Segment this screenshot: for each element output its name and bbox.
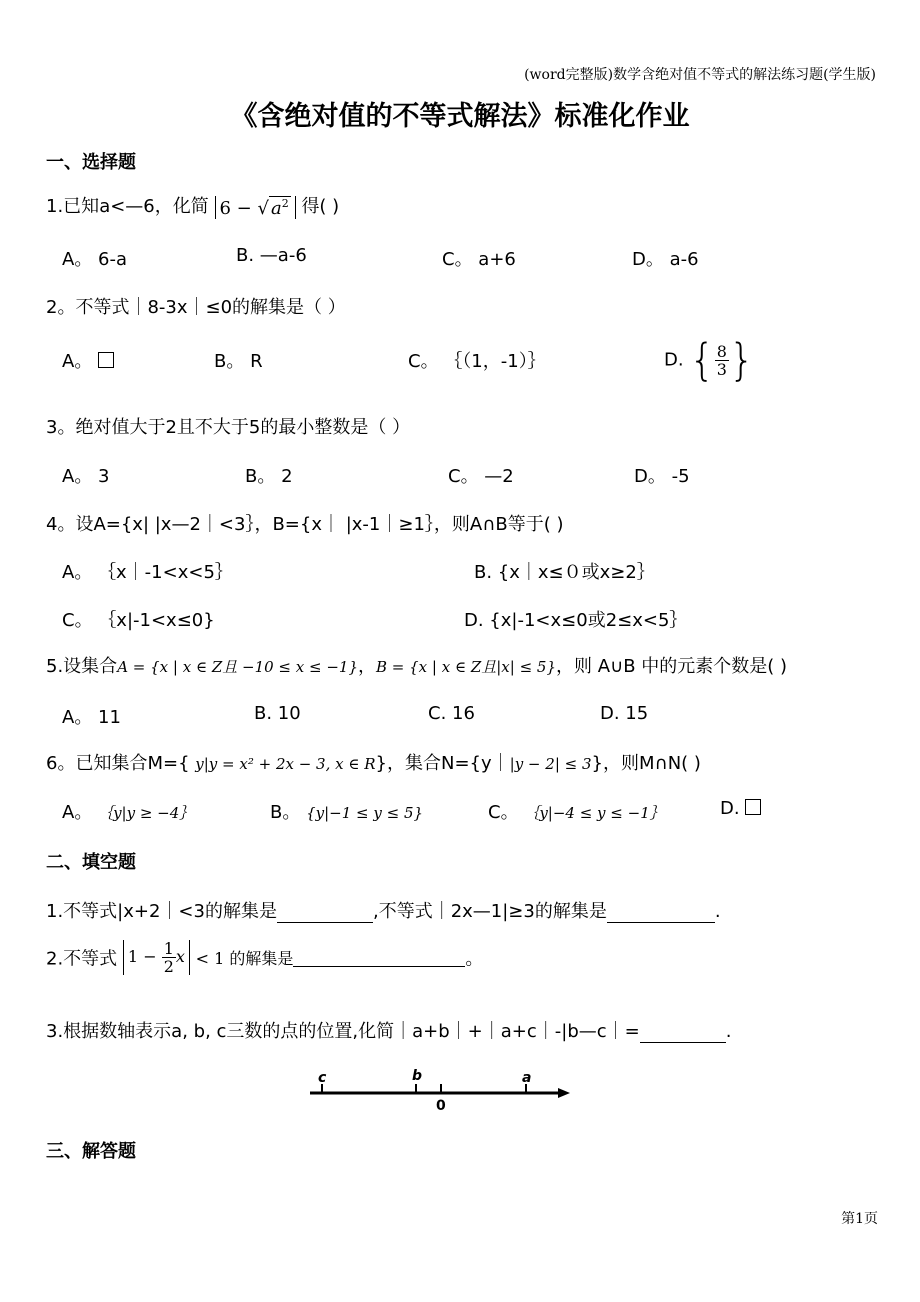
q6-option-a-label: A。 — [62, 802, 93, 823]
q2-option-c: C。 ｛（1，-1）｝ — [408, 351, 546, 372]
q5-option-c: C. 16 — [428, 703, 475, 724]
q5-prefix: 5.设集合 — [46, 656, 118, 677]
empty-set-box-icon — [98, 352, 114, 368]
q1-condition: a<—6，化简 — [99, 196, 209, 217]
f3-text: 3.根据数轴表示a, b, c三数的点的位置,化简｜a+b｜+｜a+c｜-|b—c｜= — [46, 1021, 640, 1042]
q6-option-d — [720, 798, 761, 819]
f2-answer-blank — [293, 948, 465, 967]
section-solutions: 三、解答题 — [46, 1141, 136, 1162]
q1-absolute-expression: 6 − √ $a^2$ — [215, 196, 296, 219]
f2-absolute-expression — [123, 940, 190, 975]
label-b: b — [412, 1068, 423, 1084]
f1-answer-blank-1 — [277, 904, 373, 923]
q1-radicand: a — [270, 197, 282, 219]
label-c: c — [318, 1070, 327, 1086]
q6-option-d-label: D. — [720, 798, 740, 819]
q5-set-a: A = {x | x ∈ Z且 −10 ≤ x ≤ −1} — [117, 658, 358, 676]
f3-end: . — [725, 1021, 732, 1042]
fill-question-1 — [46, 897, 721, 923]
question-4: 4。设A={x| |x—2｜<3｝，B={x｜ |x-1｜≥1｝，则A∩B等于( ) — [46, 514, 564, 535]
q5-suffix: ，则 A∪B 中的元素个数是( ) — [556, 656, 788, 677]
q6-middle: }，集合N={y｜ — [375, 753, 510, 774]
q6-option-b — [270, 798, 423, 824]
q1-option-b: B. —a-6 — [236, 245, 307, 266]
q6-set-m: y|y = x² + 2x − 3, x ∈ R — [195, 755, 376, 773]
question-2: 2。不等式｜8-3x｜≤0的解集是（ ） — [46, 297, 346, 318]
q3-option-a: A。 3 — [62, 466, 110, 487]
q2-fraction — [715, 343, 729, 378]
q5-option-b: B. 10 — [254, 703, 301, 724]
number-line — [300, 1058, 580, 1118]
f1-text: 1.不等式|x+2｜<3的解集是 — [46, 901, 277, 922]
q2-option-a — [62, 347, 114, 373]
q1-option-c: C。 a+6 — [442, 249, 516, 270]
q1-option-a: A。 6-a — [62, 249, 128, 270]
q3-option-b: B。 2 — [245, 466, 293, 487]
label-a: a — [522, 1070, 532, 1086]
q6-prefix: 6。已知集合M={ — [46, 753, 190, 774]
number-line-arrow-icon — [558, 1088, 570, 1098]
q4-option-b: B. {x｜x≤０或x≥2｝ — [474, 562, 655, 583]
fill-question-2 — [46, 940, 483, 975]
q2-option-b: B。 R — [214, 351, 263, 372]
q6-option-b-set: {y|−1 ≤ y ≤ 5} — [306, 804, 424, 822]
q2-option-a-label: A。 — [62, 351, 93, 372]
q5-set-b: B = {x | x ∈ Z且|x| ≤ 5} — [376, 658, 557, 676]
f2-numerator: 1 — [163, 939, 174, 958]
q3-option-d: D。 -5 — [634, 466, 690, 487]
document-header: (word完整版)数学含绝对值不等式的解法练习题(学生版) — [524, 67, 876, 83]
f1-end: . — [714, 901, 721, 922]
q5-option-d: D. 15 — [600, 703, 649, 724]
f2-end: 。 — [465, 948, 484, 970]
page-title: 《含绝对值的不等式解法》标准化作业 — [230, 101, 690, 132]
question-5 — [46, 652, 787, 678]
section-fill-in: 二、填空题 — [46, 852, 136, 873]
q6-set-n: |y − 2| ≤ 3 — [509, 755, 592, 773]
q6-option-c-label: C。 — [488, 802, 519, 823]
q1-six: 6 − — [219, 197, 252, 219]
question-1 — [46, 192, 339, 219]
q1-option-d: D。 a-6 — [632, 249, 699, 270]
f2-inequality-text: < 1 的解集是 — [195, 949, 294, 968]
right-brace-icon: } — [728, 334, 755, 386]
q1-exponent: 2 — [281, 196, 289, 210]
q1-suffix: 得( ) — [301, 196, 340, 217]
empty-set-box-icon — [745, 799, 761, 815]
q2-fraction-denominator: 3 — [716, 359, 727, 379]
page-number: 第1页 — [841, 1211, 878, 1227]
q2-option-d-label: D. — [664, 349, 684, 371]
q6-option-a — [62, 798, 194, 824]
q4-option-d: D. {x|-1<x≤0或2≤x<5｝ — [464, 610, 688, 631]
q4-option-c: C。 ｛x|-1<x≤0} — [62, 610, 215, 631]
q6-suffix: }，则M∩N( ) — [591, 753, 701, 774]
question-6 — [46, 749, 701, 775]
f2-one-minus: 1 − — [127, 947, 157, 966]
label-zero: 0 — [436, 1098, 446, 1114]
f2-fraction — [162, 940, 176, 975]
q2-fraction-numerator: 8 — [716, 341, 727, 361]
q3-option-c: C。 —2 — [448, 466, 514, 487]
q1-prefix: 1.已知 — [46, 196, 100, 217]
q6-option-c-set: ｛y|−4 ≤ y ≤ −1｝ — [524, 804, 665, 822]
section-multiple-choice: 一、选择题 — [46, 152, 136, 173]
f3-answer-blank — [640, 1024, 726, 1043]
q4-option-a: A。 ｛x｜-1<x<5｝ — [62, 562, 233, 583]
q6-option-c — [488, 798, 665, 824]
f1-answer-blank-2 — [607, 904, 715, 923]
f2-denominator: 2 — [163, 957, 174, 976]
fill-question-3 — [46, 1017, 731, 1043]
question-3: 3。绝对值大于2且不大于5的最小整数是（ ） — [46, 417, 411, 438]
q6-option-a-set: ｛y|y ≥ −4｝ — [98, 804, 195, 822]
q2-option-d — [664, 334, 755, 386]
left-brace-icon: { — [689, 334, 715, 386]
q5-separator: ， — [358, 656, 376, 677]
f1-middle-text: ,不等式｜2x—1|≥3的解集是 — [372, 901, 607, 922]
q5-option-a: A。 11 — [62, 707, 121, 728]
f2-variable: x — [175, 947, 185, 966]
q6-option-b-label: B。 — [270, 802, 301, 823]
f2-prefix: 2.不等式 — [46, 948, 118, 970]
